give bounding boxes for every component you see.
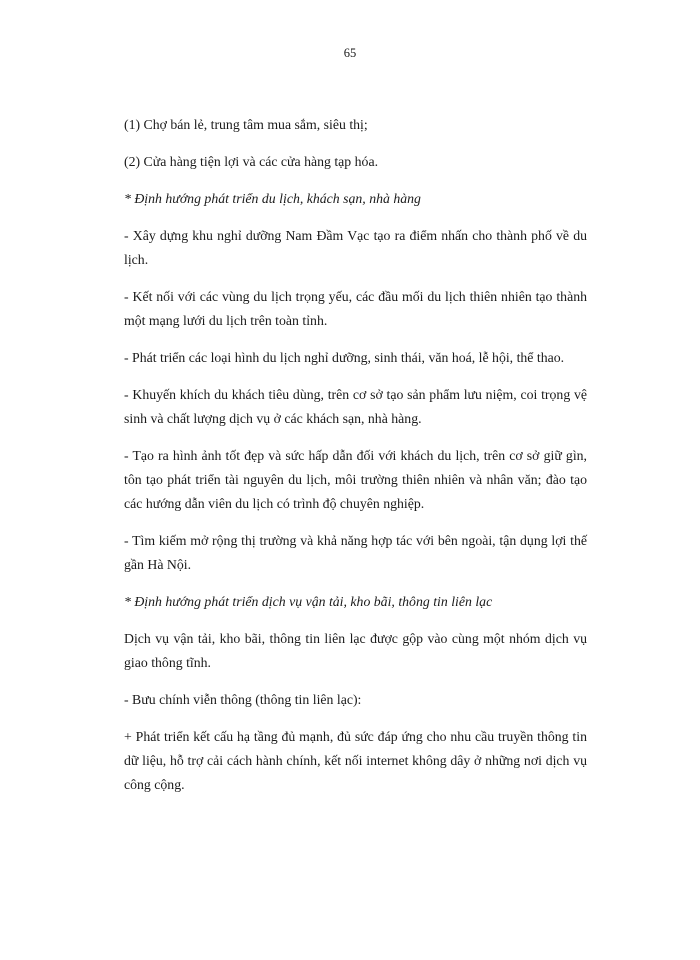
paragraph-tourism-network: - Kết nối với các vùng du lịch trọng yếu, các đầu mối du lịch thiên nhiên tạo thành một mạng lưới du lịch trên toàn tỉnh. [124,289,587,328]
paragraph-convenience-stores: (2) Cửa hàng tiện lợi và các cửa hàng tạp hóa. [124,154,379,169]
paragraph-tourism-resort: - Xây dựng khu nghỉ dưỡng Nam Đầm Vạc tạo ra điểm nhấn cho thành phố về du lịch. [124,228,587,267]
paragraph-transport-group: Dịch vụ vận tải, kho bãi, thông tin liên lạc được gộp vào cùng một nhóm dịch vụ giao thông tĩnh. [124,631,587,670]
paragraph-retail-markets: (1) Chợ bán lẻ, trung tâm mua sắm, siêu thị; [124,117,368,132]
paragraph-market-expansion: - Tìm kiếm mở rộng thị trường và khả năng hợp tác với bên ngoài, tận dụng lợi thế gần Hà Nội. [124,533,587,572]
paragraph-tourism-consumption: - Khuyến khích du khách tiêu dùng, trên cơ sở tạo sản phẩm lưu niệm, coi trọng vệ sinh và chất lượng dịch vụ ở các khách sạn, nhà hàng. [124,387,587,426]
document-body [124,113,587,810]
paragraph-telecom-heading: - Bưu chính viễn thông (thông tin liên lạc): [124,692,362,707]
section-heading-transport: * Định hướng phát triển dịch vụ vận tải, kho bãi, thông tin liên lạc [124,594,493,609]
page-number: 65 [343,46,357,60]
paragraph-telecom-infrastructure: + Phát triển kết cấu hạ tầng đủ mạnh, đủ sức đáp ứng cho nhu cầu truyền thông tin dữ liệu, hỗ trợ cải cách hành chính, kết nối internet không dây ở những nơi dịch vụ công cộng. [124,729,587,792]
paragraph-tourism-image: - Tạo ra hình ảnh tốt đẹp và sức hấp dẫn đối với khách du lịch, trên cơ sở giữ gìn, tôn tạo phát triển tài nguyên du lịch, môi trường thiên nhiên và nhân văn; đào tạo các hướng dẫn viên du lịch có trình độ chuyên nghiệp. [124,448,587,511]
paragraph-tourism-types: - Phát triển các loại hình du lịch nghỉ dưỡng, sinh thái, văn hoá, lễ hội, thể thao. [124,350,565,365]
section-heading-tourism: * Định hướng phát triển du lịch, khách sạn, nhà hàng [124,191,421,206]
